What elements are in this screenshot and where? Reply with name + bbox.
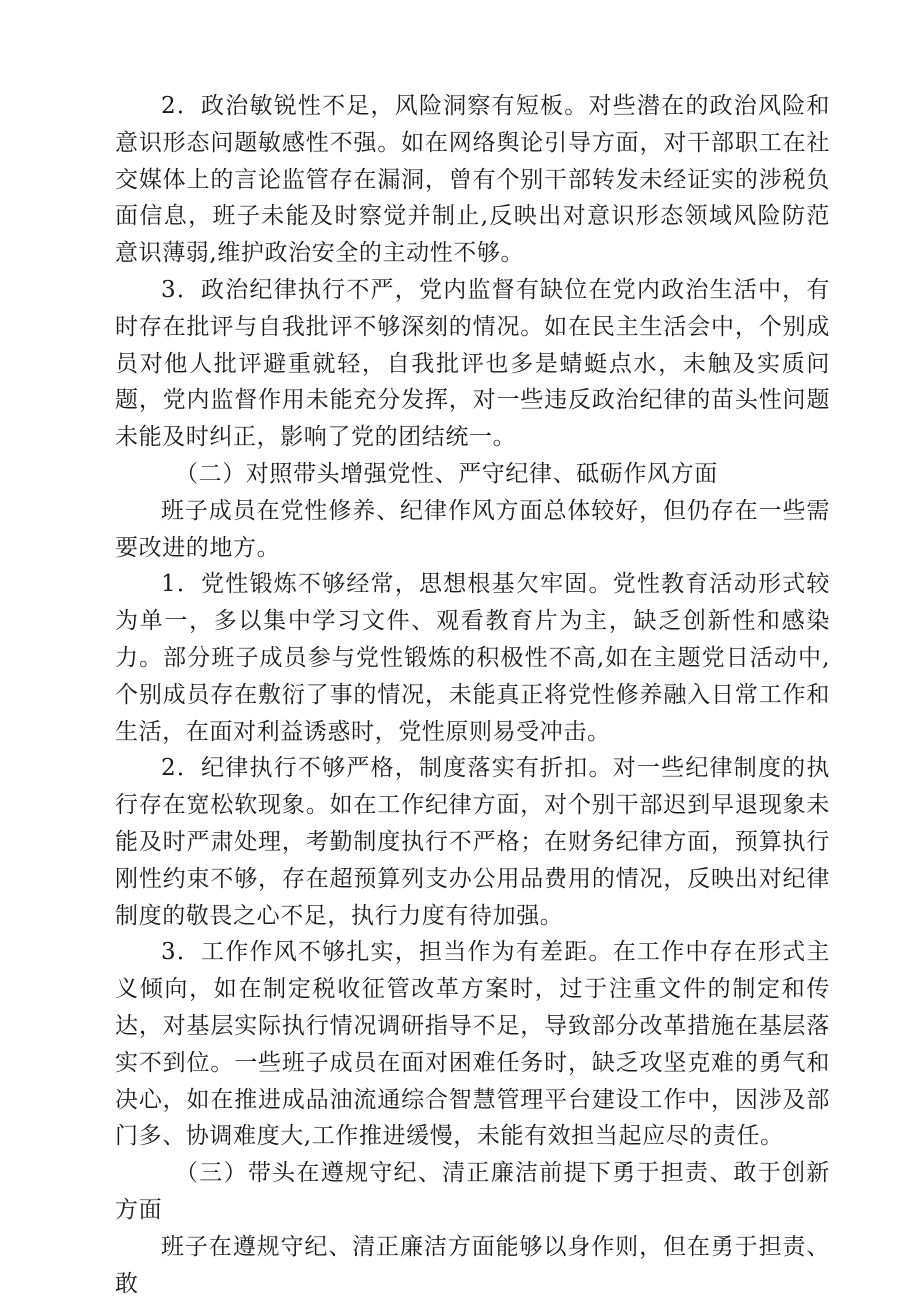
section-heading-2: （二）对照带头增强党性、严守纪律、砥砺作风方面 — [175, 460, 718, 487]
paragraph-2-political-sensitivity: 2．政治敏锐性不足，风险洞察有短板。对些潜在的政治风险和意识形态问题敏感性不强。如在网络舆论引导方面，对干部职工在社交媒体上的言论监管存在漏洞，曾有个别干部转发未经证实的涉税负面信息，班子未能及时察觉并制止,反映出对意识形态领域风险防范意识薄弱,维护政治安全的主动性不够。 — [115, 93, 830, 267]
document-body — [115, 88, 830, 1302]
section-heading-3: （三）带头在遵规守纪、清正廉洁前提下勇于担责、敢于创新方面 — [115, 1160, 830, 1223]
paragraph-section-2-intro: 班子成员在党性修养、纪律作风方面总体较好，但仍存在一些需要改进的地方。 — [115, 497, 830, 561]
paragraph-3-work-style: 3．工作作风不够扎实，担当作为有差距。在工作中存在形式主义倾向，如在制定税收征管改革方案时，过于注重文件的制定和传达，对基层实际执行情况调研指导不足，导致部分改革措施在基层落实不到位。一些班子成员在面对困难任务时，缺乏攻坚克难的勇气和决心，如在推进成品油流通综合智慧管理平台建设工作中，因涉及部门多、协调难度大,工作推进缓慢，未能有效担当起应尽的责任。 — [115, 939, 830, 1150]
paragraph-3-political-discipline: 3．政治纪律执行不严，党内监督有缺位在党内政治生活中，有时存在批评与自我批评不够深刻的情况。如在民主生活会中，个别成员对他人批评避重就轻，自我批评也多是蜻蜓点水，未触及实质问题，党内监督作用未能充分发挥，对一些违反政治纪律的苗头性问题未能及时纠正，影响了党的团结统一。 — [115, 276, 830, 451]
paragraph-section-3-intro: 班子在遵规守纪、清正廉洁方面能够以身作则，但在勇于担责、敢 — [115, 1233, 830, 1297]
paragraph-2-discipline: 2．纪律执行不够严格，制度落实有折扣。对一些纪律制度的执行存在宽松软现象。如在工作纪律方面，对个别干部迟到早退现象未能及时严肃处理，考勤制度执行不严格；在财务纪律方面，预算执行刚性约束不够，存在超预算列支办公用品费用的情况，反映出对纪律制度的敬畏之心不足，执行力度有待加强。 — [115, 755, 830, 929]
paragraph-1-party-spirit: 1．党性锻炼不够经常，思想根基欠牢固。党性教育活动形式较为单一，多以集中学习文件、观看教育片为主，缺乏创新性和感染力。部分班子成员参与党性锻炼的积极性不高,如在主题党日活动中,个别成员存在敷衍了事的情况，未能真正将党性修养融入日常工作和生活，在面对利益诱惑时，党性原则易受冲击。 — [115, 571, 830, 745]
